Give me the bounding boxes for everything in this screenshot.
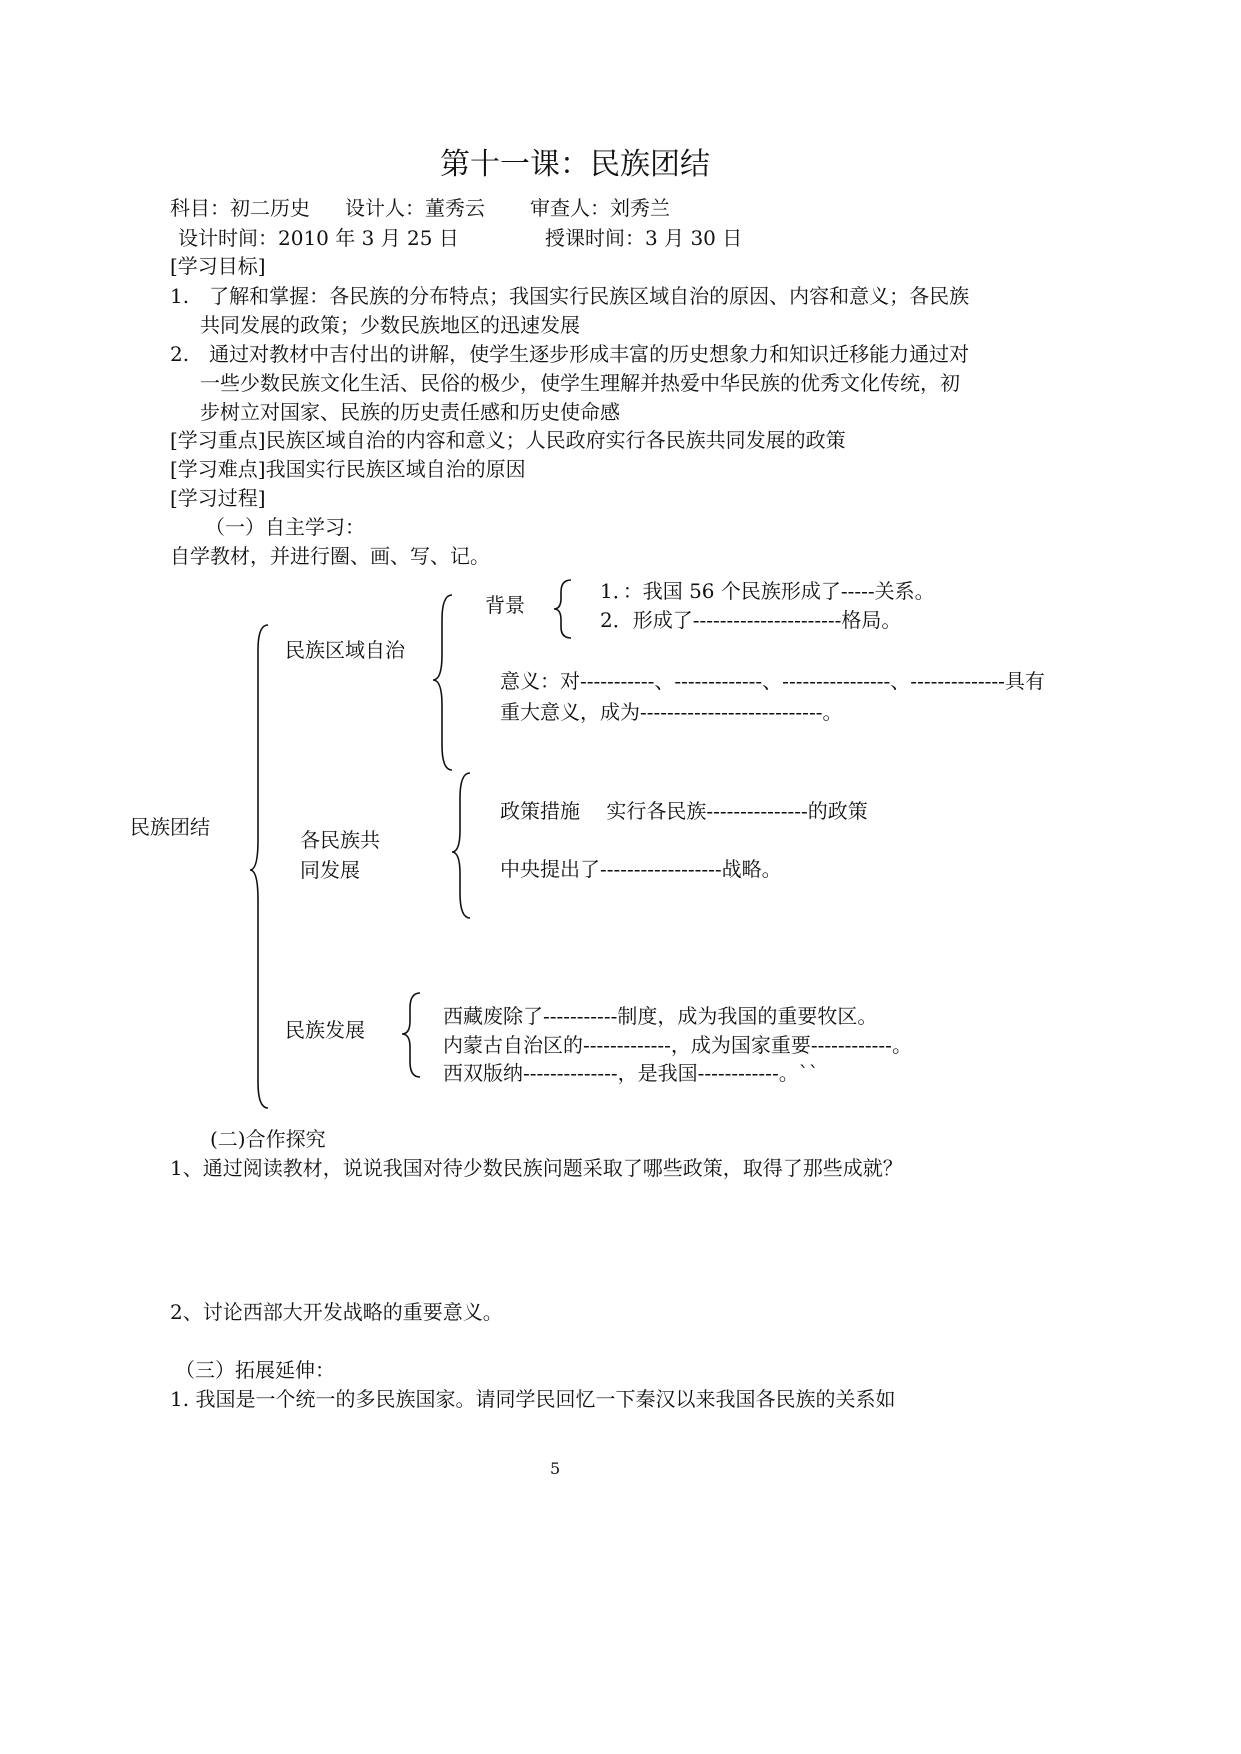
development-tibet: 西藏废除了-----------制度，成为我国的重要牧区。: [443, 1004, 878, 1028]
policy-measure: 政策措施 实行各民族---------------的政策: [500, 799, 868, 823]
extend-heading: （三）拓展延伸：: [175, 1358, 335, 1382]
diagram-root: 民族团结: [130, 815, 210, 839]
extend-question-1: 1. 我国是一个统一的多民族国家。请同学民回忆一下秦汉以来我国各民族的关系如: [170, 1387, 896, 1411]
branch1-brace: [433, 595, 452, 770]
goal-2-line-2: 一些少数民族文化生活、民俗的极少，使学生理解并热爱中华民族的优秀文化传统，初: [200, 371, 960, 395]
background-label: 背景: [485, 593, 525, 617]
goal-2-line-1: 2. 通过对教材中吉付出的讲解，使学生逐步形成丰富的历史想象力和知识迁移能力通过对: [170, 342, 970, 366]
goal-2-line-3: 步树立对国家、民族的历史责任感和历史使命感: [200, 400, 620, 424]
part-1-heading: （一）自主学习：: [205, 515, 365, 539]
subject-label: 科目：初二历史: [170, 196, 310, 220]
goal-1-line-2: 共同发展的政策；少数民族地区的迅速发展: [200, 313, 580, 337]
background-item-2: 2．形成了----------------------格局。: [600, 608, 902, 632]
difficulty: [学习难点]我国实行民族区域自治的原因: [170, 457, 526, 481]
branch-autonomy: 民族区域自治: [285, 638, 405, 662]
strategy: 中央提出了------------------战略。: [500, 857, 782, 881]
reviewer-label: 审查人：刘秀兰: [530, 196, 670, 220]
branch-common-development-1: 各民族共: [300, 828, 380, 852]
page-title: 第十一课：民族团结: [440, 147, 710, 182]
branch3-brace: [402, 993, 420, 1077]
root-brace: [250, 625, 268, 1108]
page-number: 5: [550, 1459, 561, 1478]
development-inner-mongolia: 内蒙古自治区的-------------，成为国家重要------------。: [443, 1033, 912, 1057]
teach-time-label: 授课时间：3 月 30 日: [545, 226, 743, 250]
part-1-description: 自学教材，并进行圈、画、写、记。: [170, 544, 490, 568]
process-heading: [学习过程]: [170, 486, 266, 510]
branch2-brace: [452, 773, 470, 918]
branch-national-development: 民族发展: [285, 1018, 365, 1042]
design-time-label: 设计时间：2010 年 3 月 25 日: [178, 226, 459, 250]
key-point: [学习重点]民族区域自治的内容和意义；人民政府实行各民族共同发展的政策: [170, 428, 846, 452]
meaning-line-1: 意义：对-----------、-------------、----------------、--------------具有: [500, 669, 1045, 693]
branch-common-development-2: 同发展: [300, 858, 360, 882]
designer-label: 设计人：董秀云: [345, 196, 485, 220]
cooperate-question-1: 1、通过阅读教材，说说我国对待少数民族问题采取了哪些政策，取得了那些成就？: [170, 1156, 903, 1180]
cooperate-question-2: 2、讨论西部大开发战略的重要意义。: [170, 1300, 503, 1324]
background-brace: [554, 580, 571, 638]
meaning-line-2: 重大意义，成为---------------------------。: [500, 700, 843, 724]
background-item-1: 1．：我国 56 个民族形成了-----关系。: [600, 579, 935, 603]
development-xishuangbanna: 西双版纳--------------，是我国------------。``: [443, 1061, 819, 1085]
goal-1-line-1: 1. 了解和掌握：各民族的分布特点；我国实行民族区域自治的原因、内容和意义；各民族: [170, 284, 970, 308]
goals-heading: [学习目标]: [170, 254, 266, 278]
cooperate-heading: (二)合作探究: [210, 1127, 326, 1151]
